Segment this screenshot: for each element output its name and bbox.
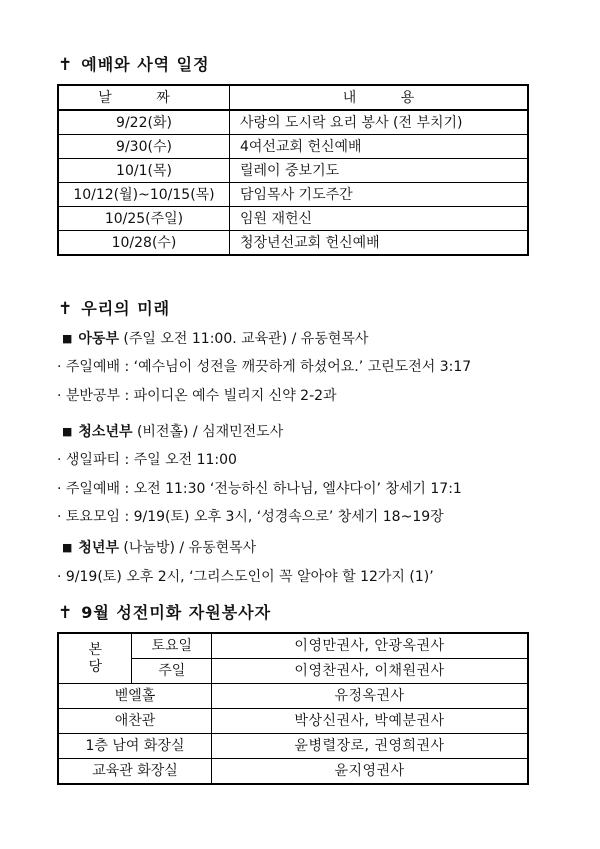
schedule-content: 청장년선교회 헌신예배 xyxy=(230,231,529,256)
table-row xyxy=(58,207,528,231)
square-bullet-icon: ■ xyxy=(62,541,73,554)
table-row xyxy=(58,734,528,759)
volunteer-day: 토요일 xyxy=(132,633,212,659)
schedule-date: 10/12(월)~10/15(목) xyxy=(58,183,230,207)
square-bullet-icon: ■ xyxy=(62,425,73,438)
cross-icon: ✝ xyxy=(58,603,74,623)
main-hall-cell: 본당 xyxy=(58,633,132,684)
volunteer-names: 이영찬권사, 이채원권사 xyxy=(212,659,529,684)
schedule-table xyxy=(57,84,529,256)
children-line: · 분반공부 : 파이디온 예수 빌리지 신약 2-2과 xyxy=(57,388,337,404)
volunteer-names: 윤병렬장로, 권영희권사 xyxy=(212,734,529,759)
cross-icon: ✝ xyxy=(58,55,74,75)
schedule-header-date: 날 짜 xyxy=(58,85,230,110)
schedule-content: 사랑의 도시락 요리 봉사 (전 부치기) xyxy=(230,110,529,135)
schedule-content: 4여선교회 헌신예배 xyxy=(230,135,529,159)
table-row xyxy=(58,183,528,207)
schedule-date: 10/28(수) xyxy=(58,231,230,256)
schedule-header-row xyxy=(58,85,528,110)
cross-icon: ✝ xyxy=(58,299,74,319)
table-row xyxy=(58,709,528,734)
table-row xyxy=(58,110,528,135)
table-row xyxy=(58,633,528,659)
volunteer-place: 애찬관 xyxy=(58,709,212,734)
volunteer-table xyxy=(57,632,529,785)
volunteer-names: 이영만권사, 안광옥권사 xyxy=(212,633,529,659)
volunteer-names: 윤지영권사 xyxy=(212,759,529,785)
young-adults-line: · 9/19(토) 오후 2시, ‘그리스도인이 꼭 알아야 할 12가지 (1)’ xyxy=(57,569,434,585)
volunteer-place: 교육관 화장실 xyxy=(58,759,212,785)
table-row xyxy=(58,159,528,183)
schedule-date: 9/30(수) xyxy=(58,135,230,159)
schedule-content: 릴레이 중보기도 xyxy=(230,159,529,183)
youth-line: · 주일예배 : 오전 11:30 ‘전능하신 하나님, 엘샤다이’ 창세기 17:1 xyxy=(57,481,462,497)
table-row xyxy=(58,684,528,709)
schedule-content: 임원 재헌신 xyxy=(230,207,529,231)
schedule-date: 10/25(주일) xyxy=(58,207,230,231)
schedule-section-title: ✝ 예배와 사역 일정 xyxy=(58,55,210,75)
children-dept-heading: ■ 아동부 (주일 오전 11:00. 교육관) / 유동현목사 xyxy=(62,331,369,347)
volunteer-section-title: ✝ 9월 성전미화 자원봉사자 xyxy=(58,603,272,623)
schedule-date: 10/1(목) xyxy=(58,159,230,183)
volunteer-day: 주일 xyxy=(132,659,212,684)
volunteer-place: 벧엘홀 xyxy=(58,684,212,709)
table-row xyxy=(58,759,528,785)
schedule-content: 담임목사 기도주간 xyxy=(230,183,529,207)
table-row xyxy=(58,135,528,159)
table-row xyxy=(58,231,528,256)
schedule-header-content: 내 용 xyxy=(230,85,529,110)
schedule-date: 9/22(화) xyxy=(58,110,230,135)
volunteer-names: 유정옥권사 xyxy=(212,684,529,709)
future-section-title: ✝ 우리의 미래 xyxy=(58,299,171,319)
youth-dept-heading: ■ 청소년부 (비전홀) / 심재민전도사 xyxy=(62,424,284,440)
youth-line: · 생일파티 : 주일 오전 11:00 xyxy=(57,452,237,468)
volunteer-names: 박상신권사, 박예분권사 xyxy=(212,709,529,734)
children-line: · 주일예배 : ‘예수님이 성전을 깨끗하게 하셨어요.’ 고린도전서 3:17 xyxy=(57,359,472,375)
young-adults-dept-heading: ■ 청년부 (나눔방) / 유동현목사 xyxy=(62,540,257,556)
square-bullet-icon: ■ xyxy=(62,332,73,345)
youth-line: · 토요모임 : 9/19(토) 오후 3시, ‘성경속으로’ 창세기 18~19장 xyxy=(57,509,444,525)
volunteer-place: 1층 남여 화장실 xyxy=(58,734,212,759)
